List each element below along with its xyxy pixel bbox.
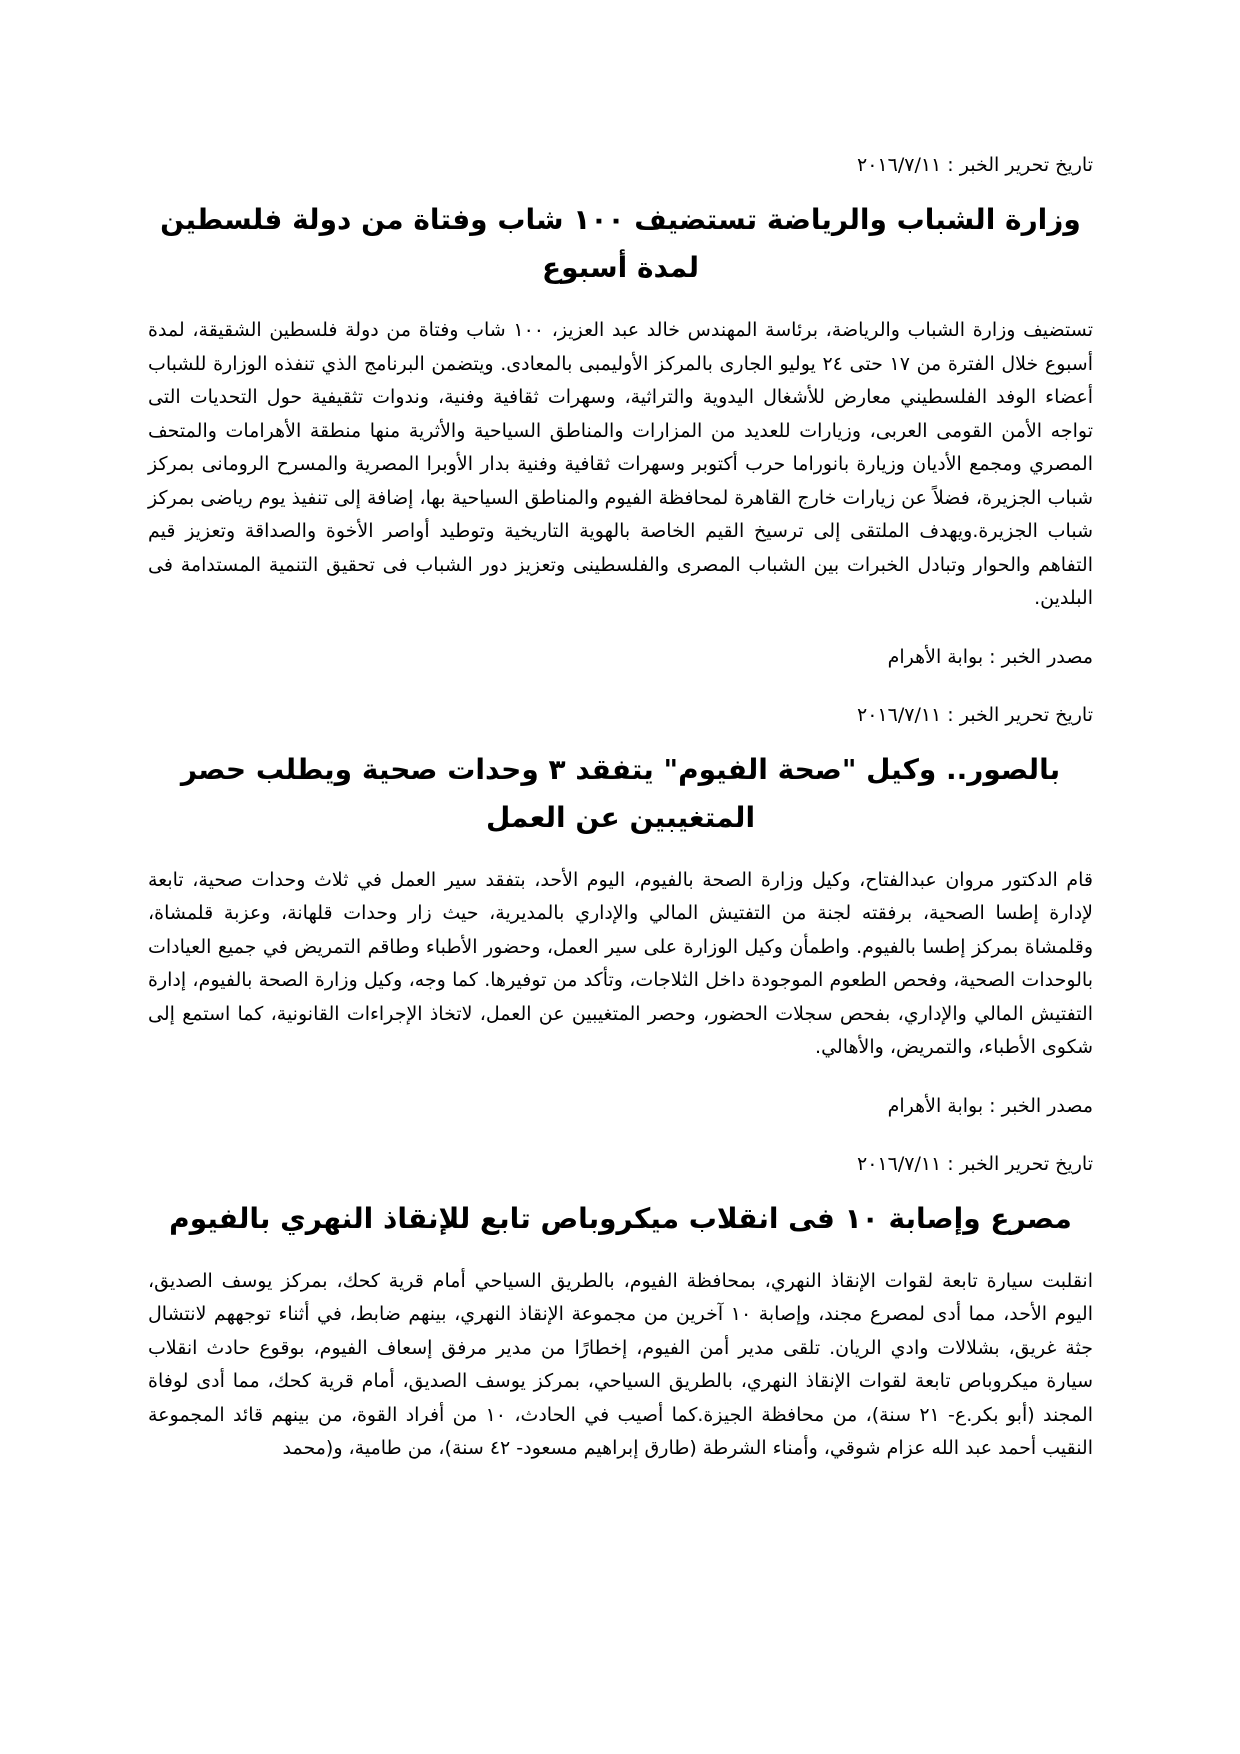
article-body: انقلبت سيارة تابعة لقوات الإنقاذ النهري، بمحافظة الفيوم، بالطريق السياحي أمام قرية كحك، بمركز يوسف الصديق، اليوم الأحد، مما أدى لمصرع مجند، وإصابة ١٠ آخرين من مجموعة الإنقاذ النهري، بينهم ضابط، في أثناء توجههم لانتشال جثة غريق، بشلالات وادي الريان. تلقى مدير أمن الفيوم، إخطارًا من مدير مرفق إسعاف الفيوم، بوقوع حادث انقلاب سيارة ميكروباص تابعة لقوات الإنقاذ النهري، بالطريق السياحي، بمركز يوسف الصديق، أمام قرية كحك، مما أدى لوفاة المجند (أبو بكر.ع- ٢١ سنة)، من محافظة الجيزة.كما أصيب في الحادث، ١٠ من أفراد القوة، من بينهم قائد المجموعة النقيب أحمد عبد الله عزام شوقي، وأمناء الشرطة (طارق إبراهيم مسعود- ٤٢ سنة)، من طامية، و(محمد — [148, 1269, 1093, 1459]
document-page — [148, 0, 1093, 1754]
article-headline: بالصور.. وكيل "صحة الفيوم" يتفقد ٣ وحدات صحية ويطلب حصر المتغيبين عن العمل — [180, 752, 1061, 834]
article-headline: مصرع وإصابة ١٠ فى انقلاب ميكروباص تابع للإنقاذ النهري بالفيوم — [169, 1201, 1072, 1235]
news-article-youth-ministry — [148, 148, 1093, 674]
news-article-fayoum-health — [148, 698, 1093, 1123]
article-body: تستضيف وزارة الشباب والرياضة، برئاسة المهندس خالد عبد العزيز، ١٠٠ شاب وفتاة من دولة فلسطين الشقيقة، لمدة أسبوع خلال الفترة من ١٧ حتى ٢٤ يوليو الجارى بالمركز الأوليمبى بالمعادى. ويتضمن البرنامج الذي تنفذه الوزارة للشباب أعضاء الوفد الفلسطيني معارض للأشغال اليدوية والتراثية، وسهرات ثقافية وفنية، وندوات تثقيفية حول التحديات التى تواجه الأمن القومى العربى، وزيارات للعديد من المزارات والمناطق السياحية والأثرية منها منطقة الأهرامات والمتحف المصري ومجمع الأديان وزيارة بانوراما حرب أكتوبر وسهرات ثقافية وفنية بدار الأوبرا المصرية والمسرح الرومانى بمركز شباب الجزيرة، فضلاً عن زيارات خارج القاهرة لمحافظة الفيوم والمناطق السياحية بها، إضافة إلى تنفيذ يوم رياضى بمركز شباب الجزيرة.ويهدف الملتقى إلى ترسيخ القيم الخاصة بالهوية التاريخية وتوطيد أواصر الأخوة والصداقة وتعزيز قيم التفاهم والحوار وتبادل الخبرات بين الشباب المصرى والفلسطينى وتعزيز دور الشباب فى تحقيق التنمية المستدامة فى البلدين. — [148, 319, 1093, 609]
article-source: مصدر الخبر : بوابة الأهرام — [887, 645, 1093, 668]
article-date: تاريخ تحرير الخبر : ٢٠١٦/٧/١١ — [857, 703, 1093, 726]
article-date: تاريخ تحرير الخبر : ٢٠١٦/٧/١١ — [857, 1152, 1093, 1175]
article-body: قام الدكتور مروان عبدالفتاح، وكيل وزارة الصحة بالفيوم، اليوم الأحد، بتفقد سير العمل في ثلاث وحدات صحية، تابعة لإدارة إطسا الصحية، برفقته لجنة من التفتيش المالي والإداري بالمديرية، حيث زار وحدات قلهانة، وعزبة قلمشاة، وقلمشاة بمركز إطسا بالفيوم. واطمأن وكيل الوزارة على سير العمل، وحضور الأطباء وطاقم التمريض في جميع العيادات بالوحدات الصحية، وفحص الطعوم الموجودة داخل الثلاجات، وتأكد من توفيرها. كما وجه، وكيل وزارة الصحة بالفيوم، إدارة التفتيش المالي والإداري، بفحص سجلات الحضور، وحصر المتغيبين عن العمل، لاتخاذ الإجراءات القانونية، كما استمع إلى شكوى الأطباء، والتمريض، والأهالي. — [148, 868, 1093, 1058]
article-headline: وزارة الشباب والرياضة تستضيف ١٠٠ شاب وفتاة من دولة فلسطين لمدة أسبوع — [160, 203, 1081, 284]
article-source: مصدر الخبر : بوابة الأهرام — [887, 1094, 1093, 1117]
news-article-microbus-accident — [148, 1147, 1093, 1466]
article-date: تاريخ تحرير الخبر : ٢٠١٦/٧/١١ — [857, 154, 1093, 176]
